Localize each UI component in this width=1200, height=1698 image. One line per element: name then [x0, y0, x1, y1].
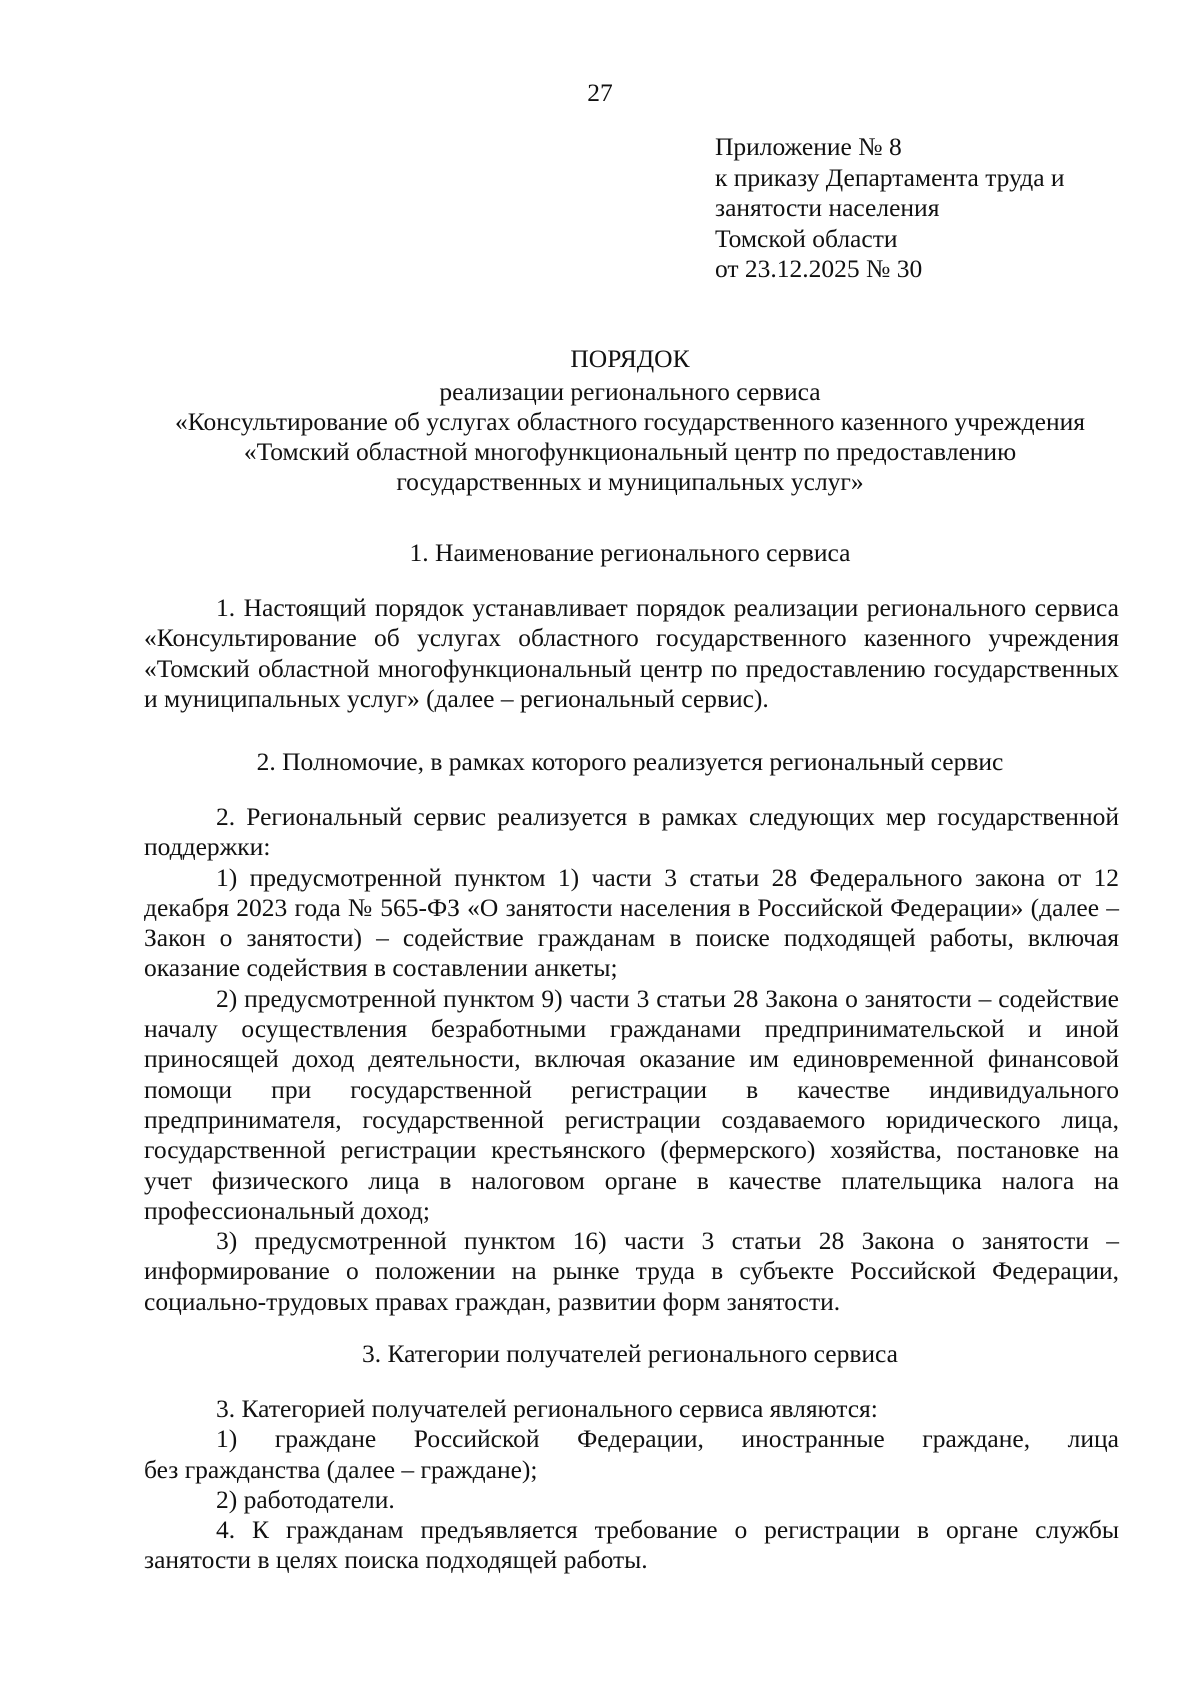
section-heading-3: 3. Категории получателей регионального сервиса — [362, 1339, 898, 1368]
paragraph: 1) граждане Российской Федерации, иностранные граждане, лица — [216, 1424, 1119, 1454]
appendix-line: Томской области — [715, 223, 898, 253]
paragraph: 1. Настоящий порядок устанавливает порядок реализации регионального сервиса «Консультирование об услугах областного государственного казенного учреждения «Томский областной многофункциональный центр по предоставлению государственных и муниципальных услуг» (далее – региональный сервис). — [144, 593, 1119, 713]
document-title — [100, 344, 1160, 497]
paragraph: 1) предусмотренной пунктом 1) части 3 статьи 28 Федерального закона от 12 декабря 2023 года № 565-ФЗ «О занятости населения в Российской Федерации» (далее – Закон о занятости) – содействие гражданам в поиске подходящей работы, включая оказание содействия в составлении анкеты; — [144, 862, 1119, 983]
title-line: государственных и муниципальных услуг» — [396, 467, 864, 496]
section-body-2 — [144, 802, 1119, 1317]
page-number: 27 — [587, 78, 613, 107]
paragraph: 4. К гражданам предъявляется требование о регистрации в органе службы занятости в целях поиска подходящей работы. — [144, 1515, 1119, 1575]
appendix-line: от 23.12.2025 № 30 — [715, 254, 923, 283]
section-heading-2: 2. Полномочие, в рамках которого реализуется региональный сервис — [256, 747, 1004, 776]
paragraph: 3. Категорией получателей регионального сервиса являются: — [216, 1394, 878, 1423]
section-body-1 — [144, 593, 1119, 714]
title-line: реализации регионального сервиса — [439, 377, 821, 406]
title-line: «Консультирование об услугах областного государственного казенного учреждения — [175, 407, 1085, 436]
section-heading-1: 1. Наименование регионального сервиса — [409, 538, 851, 567]
title-main: ПОРЯДОК — [570, 344, 690, 373]
appendix-line: Приложение № 8 — [715, 132, 902, 161]
title-line: «Томский областной многофункциональный центр по предоставлению — [243, 437, 1017, 466]
paragraph: 2) работодатели. — [216, 1484, 395, 1514]
paragraph: без гражданства (далее – граждане); — [144, 1454, 538, 1484]
appendix-stamp — [715, 132, 1155, 285]
paragraph: 3) предусмотренной пунктом 16) части 3 статьи 28 Закона о занятости – информирование о положении на рынке труда в субъекте Российской Федерации, социально-трудовых правах граждан, развитии форм занятости. — [144, 1226, 1119, 1316]
appendix-line: к приказу Департамента труда и — [715, 162, 1065, 192]
section-body-3 — [144, 1394, 1119, 1576]
appendix-line: занятости населения — [715, 193, 940, 222]
paragraph: 2) предусмотренной пунктом 9) части 3 статьи 28 Закона о занятости – содействие началу осуществления безработными гражданами предпринимательской и иной приносящей доход деятельности, включая оказание им единовременной финансовой помощи при государственной регистрации в качестве индивидуального предпринимателя, государственной регистрации создаваемого юридического лица, государственной регистрации крестьянского (фермерского) хозяйства, постановке на учет физического лица в налоговом органе в качестве плательщика налога на профессиональный доход; — [144, 983, 1119, 1225]
paragraph: 2. Региональный сервис реализуется в рамках следующих мер государственной поддержки: — [144, 802, 1119, 862]
